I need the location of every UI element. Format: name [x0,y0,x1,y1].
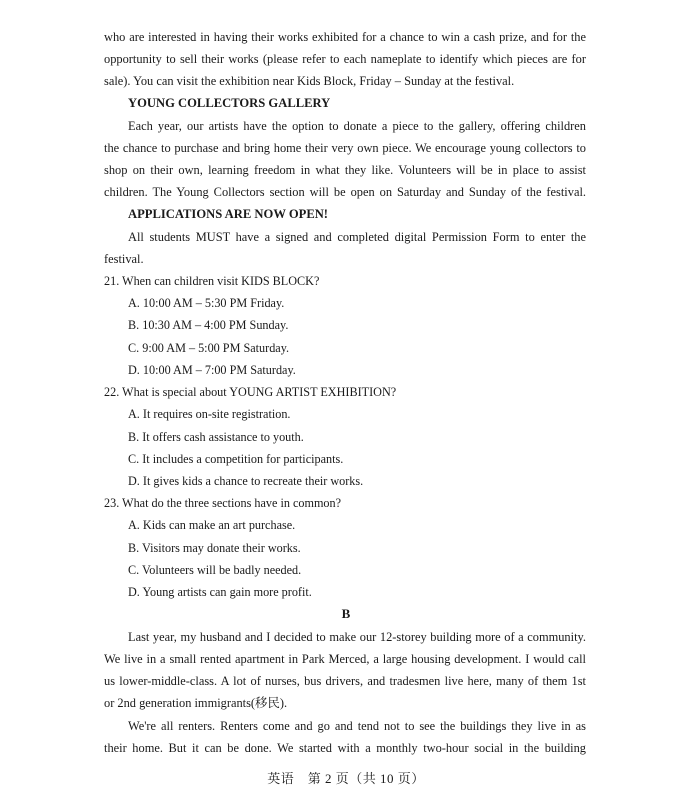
passage-line: All students MUST have a signed and completed digital Permission Form to enter the [128,230,586,244]
passage-line: opportunity to sell their works (please refer to each nameplate to identify which pieces are for [104,52,586,66]
answer-option: C. 9:00 AM – 5:00 PM Saturday. [128,341,290,355]
answer-option: D. Young artists can gain more profit. [128,585,312,599]
page-footer: 英语 第 2 页（共 10 页） [267,771,425,786]
passage-line: Last year, my husband and I decided to make our 12-storey building more of a community. [128,630,586,644]
section-b-label: B [341,606,351,621]
passage-line: us lower-middle-class. A lot of nurses, bus drivers, and tradesmen live here, many of them 1st [104,674,586,688]
answer-option: C. Volunteers will be badly needed. [128,563,302,577]
passage-line: their home. But it can be done. We started with a monthly two-hour social in the building [104,741,586,755]
answer-option: B. 10:30 AM – 4:00 PM Sunday. [128,318,289,332]
answer-option: D. 10:00 AM – 7:00 PM Saturday. [128,363,296,377]
passage-line: or 2nd generation immigrants(移民). [104,696,288,710]
answer-option: A. Kids can make an art purchase. [128,518,296,532]
answer-option: C. It includes a competition for participants. [128,452,344,466]
passage-line: who are interested in having their works exhibited for a chance to win a cash prize, and for the [104,30,586,44]
answer-option: B. Visitors may donate their works. [128,541,301,555]
passage-line: children. The Young Collectors section will be open on Saturday and Sunday of the festival. [104,185,586,199]
answer-option: A. It requires on-site registration. [128,407,291,421]
passage-line: We live in a small rented apartment in Park Merced, a large housing development. I would call [104,652,586,666]
answer-option: B. It offers cash assistance to youth. [128,430,304,444]
gallery-heading: YOUNG COLLECTORS GALLERY [128,96,331,110]
passage-line: festival. [104,252,144,266]
answer-option: A. 10:00 AM – 5:30 PM Friday. [128,296,285,310]
passage-line: shop on their own, learning freedom in what they like. Volunteers will be in place to assist [104,163,586,177]
passage-line: the chance to purchase and bring home their very own piece. We encourage young collectors to [104,141,586,155]
question-stem: 23. What do the three sections have in common? [104,496,342,510]
passage-line: Each year, our artists have the option to donate a piece to the gallery, offering children [128,119,586,133]
applications-heading: APPLICATIONS ARE NOW OPEN! [128,207,329,221]
passage-line: sale). You can visit the exhibition near Kids Block, Friday – Sunday at the festival. [104,74,515,88]
question-stem: 22. What is special about YOUNG ARTIST EXHIBITION? [104,385,397,399]
answer-option: D. It gives kids a chance to recreate their works. [128,474,364,488]
passage-line: We're all renters. Renters come and go and tend not to see the buildings they live in as [128,719,586,733]
question-stem: 21. When can children visit KIDS BLOCK? [104,274,320,288]
